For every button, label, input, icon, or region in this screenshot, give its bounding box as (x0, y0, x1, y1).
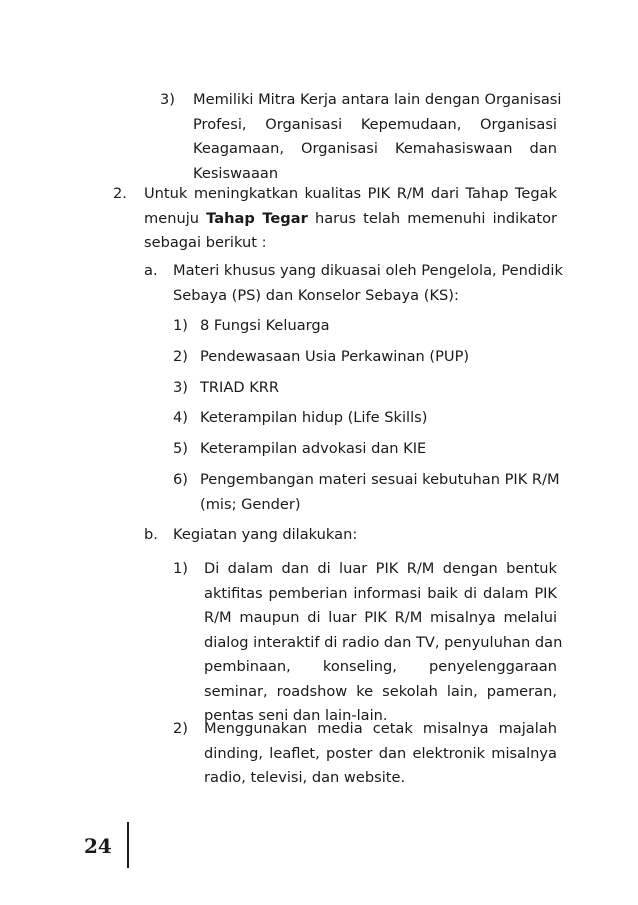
text-line: R/M maupun di luar PIK R/M misalnya melalui (204, 609, 557, 626)
list-marker-a2: 2) (173, 348, 188, 365)
text-segment: menuju (144, 209, 199, 227)
list-marker-a5: 5) (173, 440, 188, 457)
list-marker-a: a. (144, 262, 158, 279)
text-line: dialog interaktif di radio dan TV, penyuluhan dan (204, 633, 563, 651)
list-item-a4-text (200, 406, 557, 431)
list-item-3-text (193, 88, 562, 186)
text-line: seminar, roadshow ke sekolah lain, pameran, (204, 682, 557, 700)
list-item-a3-text (200, 376, 557, 401)
text-line: Untuk meningkatkan kualitas PIK R/M dari Tahap Tegak (144, 185, 557, 202)
text-line: (mis; Gender) (200, 495, 301, 513)
text-line: Pengembangan materi sesuai kebutuhan PIK R/M (200, 471, 560, 488)
text-line: dinding, leaflet, poster dan elektronik misalnya (204, 744, 557, 762)
list-item-a6-text (200, 468, 560, 517)
text-line: Kesiswaaan (193, 164, 279, 182)
text-line: Keterampilan advokasi dan KIE (200, 440, 427, 457)
list-marker-a1: 1) (173, 317, 188, 334)
list-item-a2-text (200, 345, 557, 370)
list-marker-2: 2. (113, 185, 127, 202)
text-line: Di dalam dan di luar PIK R/M dengan bentuk (204, 560, 557, 577)
text-line: radio, televisi, dan website. (204, 769, 406, 786)
text-line: aktifitas pemberian informasi baik di dalam PIK (204, 584, 557, 602)
text-line: Kegiatan yang dilakukan: (173, 526, 358, 543)
list-item-a-text (173, 259, 563, 308)
list-item-b1-text (204, 557, 563, 729)
list-marker-a3: 3) (173, 379, 188, 396)
text-line: TRIAD KRR (200, 379, 280, 396)
list-marker-a4: 4) (173, 409, 188, 426)
list-item-b-text (173, 523, 557, 548)
text-line: Materi khusus yang dikuasai oleh Pengelola, Pendidik (173, 262, 563, 279)
text-segment: harus telah memenuhi indikator (314, 209, 558, 227)
text-line: Memiliki Mitra Kerja antara lain dengan Organisasi (193, 91, 562, 108)
text-line (144, 207, 557, 232)
list-marker-3: 3) (160, 91, 175, 108)
page-number: 24 (84, 834, 112, 858)
text-line: pentas seni dan lain-lain. (204, 707, 388, 724)
list-marker-b: b. (144, 526, 158, 543)
text-line: Keterampilan hidup (Life Skills) (200, 409, 428, 426)
text-line: Menggunakan media cetak misalnya majalah (204, 720, 557, 737)
text-line: Pendewasaan Usia Perkawinan (PUP) (200, 348, 470, 365)
text-line: pembinaan, konseling, penyelenggaraan (204, 658, 557, 675)
text-line: Keagamaan, Organisasi Kemahasiswaan dan (193, 140, 557, 157)
emphasis-tahap-tegar: Tahap Tegar (206, 209, 308, 227)
list-item-2-text (144, 182, 557, 256)
text-line: Sebaya (PS) dan Konselor Sebaya (KS): (173, 286, 459, 304)
page-number-divider (127, 822, 129, 868)
list-item-b2-text (204, 717, 557, 791)
text-line: Profesi, Organisasi Kepemudaan, Organisasi (193, 115, 557, 133)
text-line: sebagai berikut : (144, 234, 267, 251)
text-line: 8 Fungsi Keluarga (200, 317, 330, 334)
list-item-a5-text (200, 437, 557, 462)
list-marker-b2: 2) (173, 720, 188, 737)
list-item-a1-text (200, 314, 557, 339)
list-marker-b1: 1) (173, 560, 188, 577)
list-marker-a6: 6) (173, 471, 188, 488)
